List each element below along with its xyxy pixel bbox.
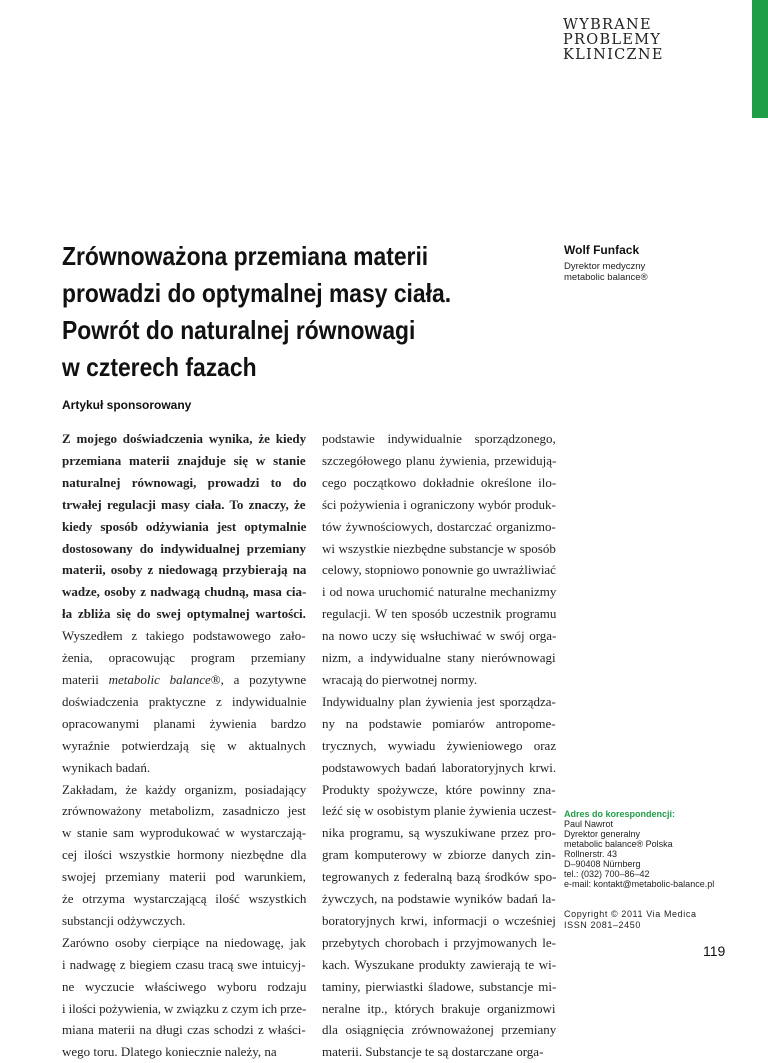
- body-line: i nadwagę z biegiem czasu tracą swe intuicyj-: [62, 956, 306, 972]
- body-line: ny na podstawie pomiarów antropome-: [322, 715, 556, 731]
- body-line: materii metabolic balance®, a pozytywne: [62, 671, 307, 687]
- author-role: [564, 262, 648, 283]
- body-line: i od nowa uruchomić naturalne mechanizmy: [322, 584, 557, 600]
- title-line: Powrót do naturalnej równowagi: [62, 315, 416, 345]
- body-line: wynikach badań.: [62, 759, 151, 775]
- section-label-line: KLINICZNE: [563, 47, 664, 63]
- title-line: w czterech fazach: [62, 352, 257, 382]
- correspondence-title: Adres do korespondencji:: [564, 809, 676, 819]
- correspondence-lines: [564, 819, 714, 889]
- correspondence-line: Paul Nawrot: [564, 819, 614, 829]
- body-line: dostosowany do indywidualnej przemiany: [62, 540, 306, 556]
- body-line: kach. Wyszukane produkty zawierają te wi-: [322, 956, 557, 972]
- body-line: i ilości pożywienia, w związku z czym ich prze-: [62, 1000, 307, 1016]
- body-line: wi wszystkie niezbędne substancje w sposób: [322, 540, 556, 556]
- body-line: że otrzyma wystarczającą ilość wszystkich: [62, 891, 307, 907]
- section-label-line: WYBRANE: [563, 17, 652, 33]
- body-line: wyraźnie potwierdzają się w aktualnych: [62, 737, 306, 753]
- author-role-line: Dyrektor medyczny: [564, 261, 646, 272]
- body-line: gram komputerowy w zbiorze danych zin-: [322, 847, 556, 863]
- body-line: dla osiągnięcia zrównoważonej przemiany: [322, 1022, 557, 1038]
- article-title: [62, 238, 484, 386]
- body-line: ła zbliża się do swej optymalnej wartości.: [62, 606, 306, 622]
- correspondence-line: D–90408 Nürnberg: [564, 859, 641, 869]
- author-role-line: metabolic balance®: [564, 271, 648, 283]
- body-line: podstawie indywidualnie sporządzonego,: [322, 431, 556, 446]
- correspondence-line: tel.: (032) 700–86–42: [564, 869, 650, 879]
- title-line: Zrównoważona przemiana materii: [62, 241, 429, 271]
- body-line: przebytych chorobach i przyjmowanych le-: [322, 934, 556, 950]
- body-line: żenia, opracowując program przemiany: [62, 650, 306, 666]
- body-column-1: [62, 428, 306, 1063]
- copyright-block: [564, 909, 697, 930]
- correspondence-line: e-mail: kontakt@metabolic-balance.pl: [564, 879, 715, 889]
- body-line: szczegółowego planu żywienia, przewidują-: [322, 452, 557, 468]
- body-line: neralne itp., których brakuje organizmowi: [322, 1000, 556, 1016]
- body-line: swojej przemiany materii pod warunkiem,: [62, 869, 306, 885]
- body-line: cej ilości wszystkie hormony niezbędne dla: [62, 847, 307, 863]
- body-column-2: [322, 428, 556, 1063]
- section-label-line: PROBLEMY: [563, 32, 662, 48]
- body-line: doświadczenia praktyczne z indywidualnie: [62, 693, 307, 709]
- body-line: Indywidualny plan żywienia jest sporządza-: [322, 693, 556, 709]
- body-line: trwałej regulacji masy ciała. To znaczy, że: [62, 496, 306, 512]
- body-line: nika programu, są wyszukiwane przez pro-: [322, 825, 556, 841]
- sponsored-label: Artykuł sponsorowany: [62, 398, 192, 412]
- body-line: cego początkowo dokładnie określone ilo-: [322, 474, 557, 490]
- body-line: substancji odżywczych.: [62, 912, 186, 928]
- correspondence-line: metabolic balance® Polska: [564, 839, 673, 849]
- body-line: materii. Substancje te są dostarczane orga-: [322, 1044, 544, 1060]
- body-line: Wyszedłem z takiego podstawowego zało-: [62, 628, 306, 644]
- body-line: ści pożywienia i ograniczony wybór produk-: [322, 496, 556, 512]
- body-line: tegrowanych z federalną bazą środków spo-: [322, 869, 557, 885]
- body-line: Zarówno osoby cierpiące na niedowagę, jak: [62, 934, 306, 950]
- body-line: trycznych, wywiadu żywieniowego oraz: [322, 737, 557, 753]
- correspondence-line: Rollnerstr. 43: [564, 849, 618, 859]
- body-line: wracają do pierwotnej normy.: [322, 671, 478, 687]
- body-line: Z mojego doświadczenia wynika, że kiedy: [62, 431, 307, 446]
- body-line: materii, osoby z niedowagą przybierają na: [62, 562, 307, 578]
- body-line: na nowo uczy się wsłuchiwać w swój orga-: [322, 628, 557, 644]
- body-line: ne wyczucie właściwego wyboru rodzaju: [62, 978, 307, 994]
- body-line: celowy, stopniowo ponownie go uwrażliwiać: [322, 562, 556, 578]
- title-line: prowadzi do optymalnej masy ciała.: [62, 278, 452, 308]
- page-number: 119: [703, 943, 726, 959]
- copyright-text: Copyright © 2011 Via Medica: [564, 909, 697, 919]
- issn-text: ISSN 2081–2450: [564, 919, 641, 930]
- body-line: taminy, pierwiastki śladowe, substancje mi-: [322, 978, 557, 994]
- author-name: Wolf Funfack: [564, 243, 640, 257]
- correspondence-block: [564, 809, 714, 889]
- body-line: nizm, a indywidualne stany nierównowagi: [322, 650, 556, 666]
- body-line: miana materii na długi czas schodzi z właści-: [62, 1022, 306, 1038]
- body-line: przemiana materii znajduje się w stanie: [62, 452, 306, 468]
- body-line: kiedy sposób odżywiania jest optymalnie: [62, 518, 307, 534]
- body-line: tów żywnościowych, dostarczać organizmo-: [322, 518, 556, 534]
- body-line: naturalnej równowagi, prowadzi to do: [62, 474, 307, 490]
- body-line: wadze, osoby z nadwagą chudną, masa cia-: [62, 584, 307, 600]
- correspondence-line: Dyrektor generalny: [564, 829, 641, 839]
- body-line: Produkty spożywcze, które powinny zna-: [322, 781, 556, 797]
- section-label: [563, 18, 743, 63]
- brand-name: metabolic balance: [108, 671, 211, 687]
- body-line: opracowanymi planami żywienia bardzo: [62, 715, 307, 731]
- body-line: w stanie sam wyprodukować w wystarczają-: [62, 825, 307, 841]
- body-line: podstawowych badań laboratoryjnych krwi.: [322, 759, 557, 775]
- section-color-bar: [752, 0, 768, 118]
- body-line: regulacji. W ten sposób uczestnik programu: [322, 606, 557, 622]
- body-line: zrównoważony metabolizm, zasadniczo jest: [62, 803, 306, 819]
- body-line: leźć się w osobistym planie żywienia uczest-: [322, 803, 557, 819]
- body-line: Zakładam, że każdy organizm, posiadający: [62, 781, 307, 797]
- body-line: boratoryjnych krwi, informacji o wcześniej: [322, 912, 556, 928]
- body-line: wego toru. Dlatego koniecznie należy, na: [62, 1044, 277, 1060]
- body-line: żywczych, na podstawie wyników badań la-: [322, 891, 556, 907]
